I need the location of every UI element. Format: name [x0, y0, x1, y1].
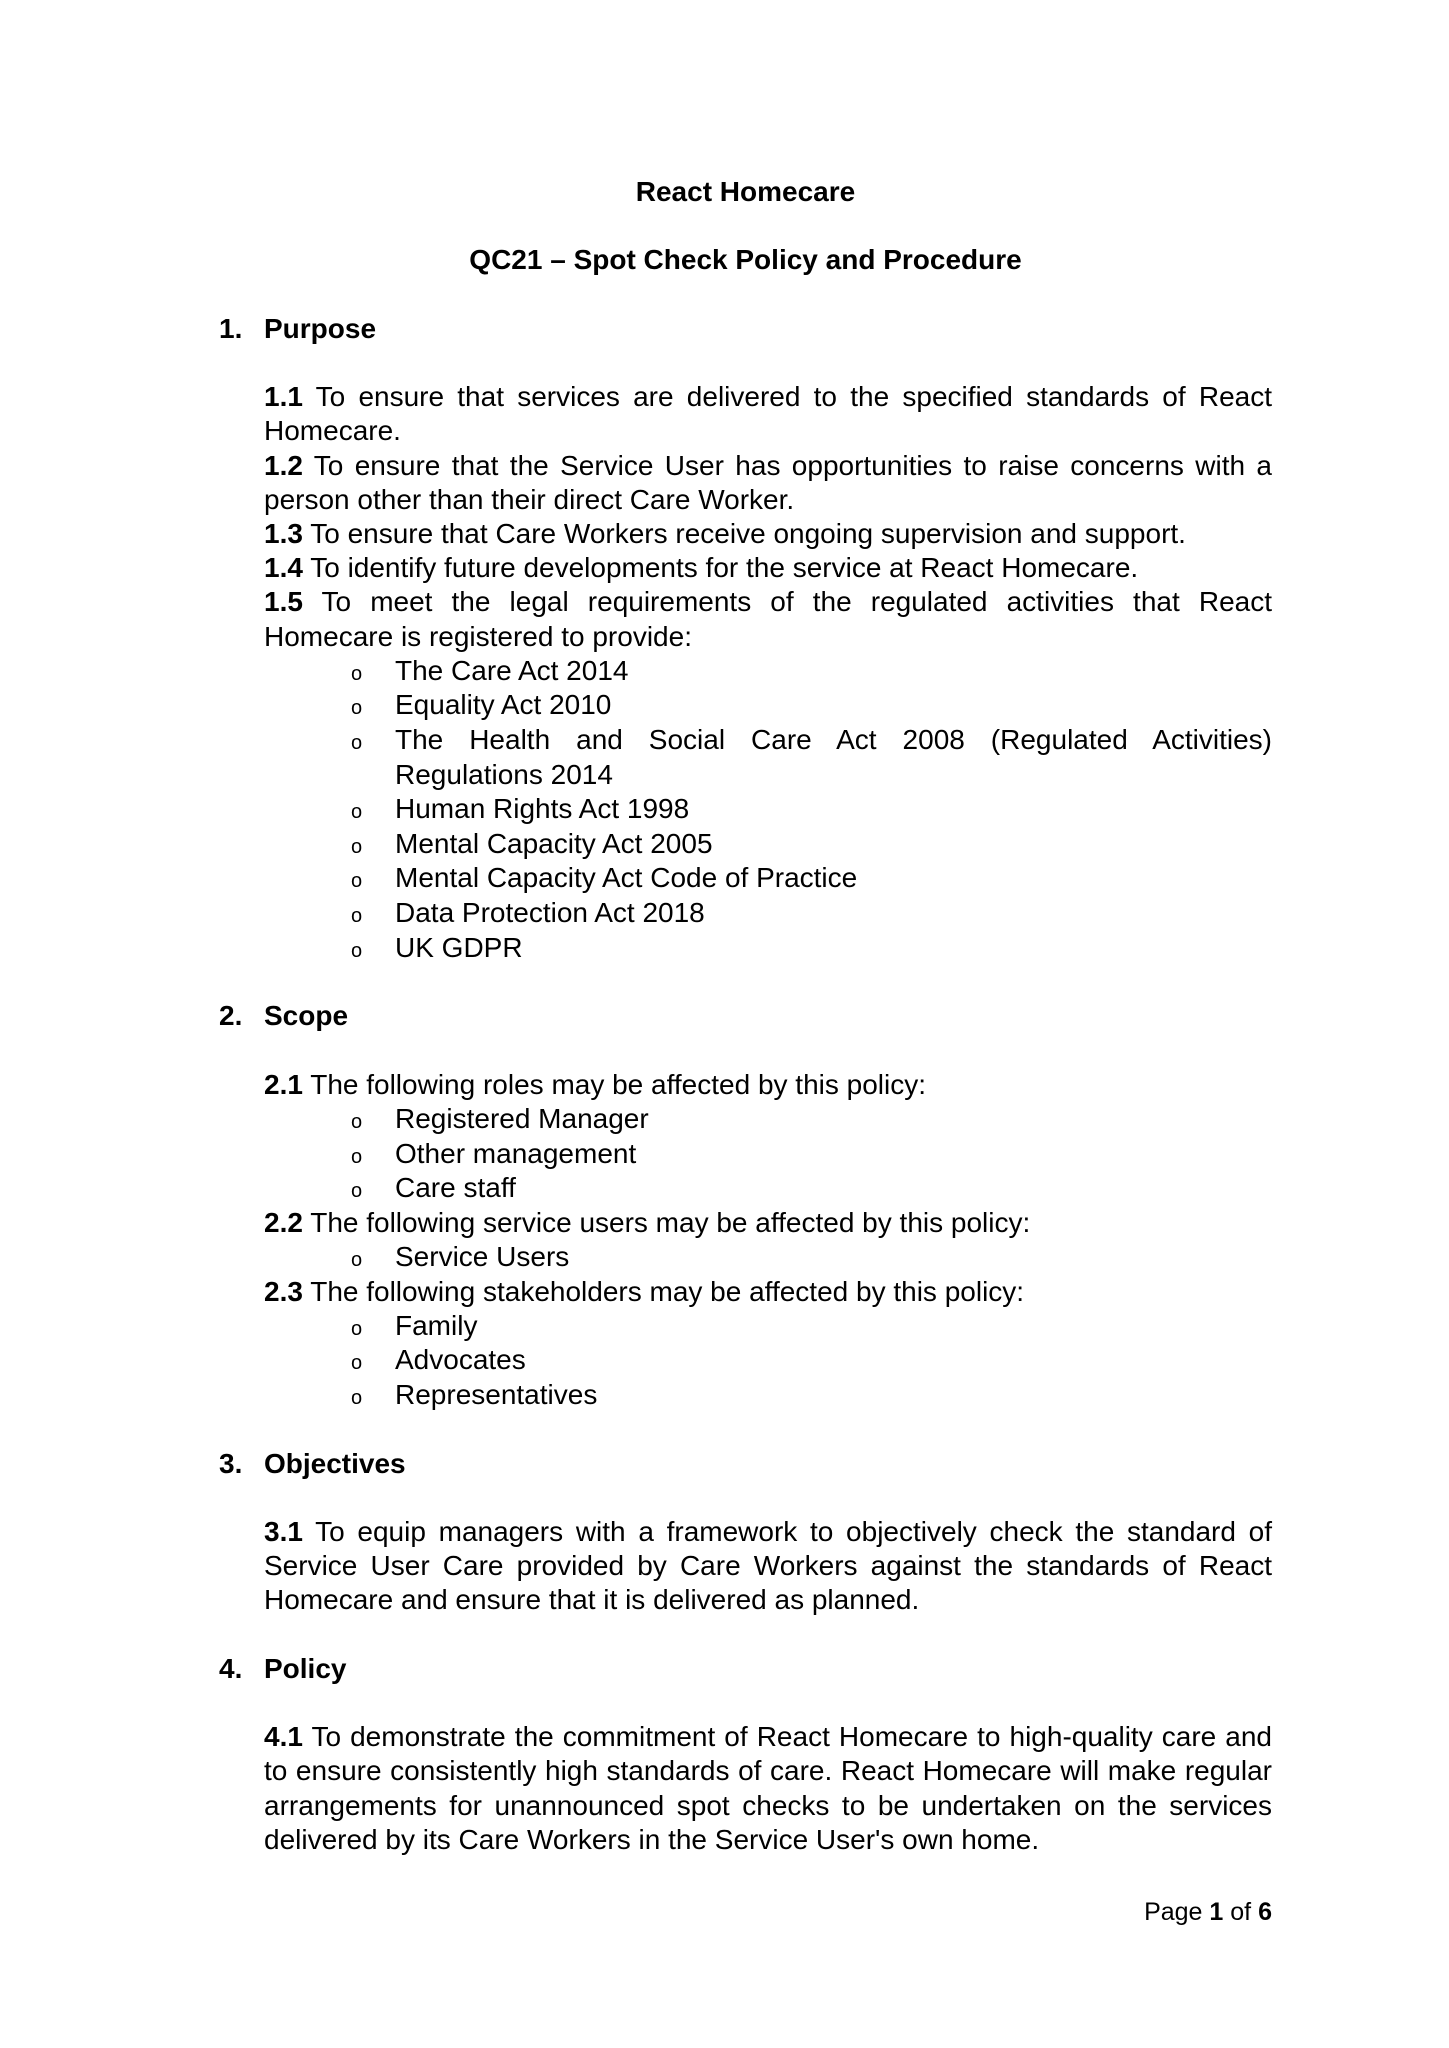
- list-item: [351, 931, 1272, 966]
- paragraph: [264, 380, 1272, 448]
- bullet-icon: o: [351, 1180, 363, 1203]
- bullet-icon: o: [351, 835, 363, 858]
- of-label: of: [1230, 1898, 1252, 1926]
- spacer: [219, 1481, 1272, 1515]
- paragraph: [264, 449, 1272, 517]
- section-number: 1.: [219, 312, 243, 344]
- section-body: [264, 1515, 1272, 1618]
- list-item: [351, 827, 1272, 862]
- bullet-icon: o: [351, 1317, 363, 1340]
- spacer: [219, 1034, 1272, 1068]
- spacer: [219, 1686, 1272, 1720]
- section-body: [264, 380, 1272, 965]
- list-item-text: Equality Act 2010: [395, 689, 612, 721]
- paragraph-number: 4.1: [264, 1721, 303, 1753]
- paragraph-number: 1.2: [264, 449, 303, 481]
- paragraph-number: 1.5: [264, 586, 303, 618]
- list-item: [351, 1171, 1272, 1206]
- list-item-text: Representatives: [395, 1378, 598, 1410]
- list-item: [351, 1343, 1272, 1378]
- paragraph-text: To equip managers with a framework to objectively check the standard of Service User Care provided by Care Workers against the standards of React Homecare and ensure that it is delivered as planned.: [264, 1516, 1272, 1616]
- section-number: 2.: [219, 1000, 243, 1032]
- paragraph: [264, 551, 1272, 585]
- paragraph-number: 2.1: [264, 1068, 303, 1100]
- list-item: [351, 792, 1272, 827]
- list-item: [351, 1309, 1272, 1344]
- list-item-text: Human Rights Act 1998: [395, 793, 690, 825]
- paragraph-number: 1.4: [264, 552, 303, 584]
- paragraph-number: 2.3: [264, 1275, 303, 1307]
- section-title: Policy: [264, 1652, 347, 1684]
- list-item-text: Registered Manager: [395, 1102, 649, 1134]
- section-title: Purpose: [264, 312, 377, 344]
- bullet-list: [351, 1240, 1272, 1275]
- paragraph-text: To ensure that Care Workers receive ongoing supervision and support.: [302, 517, 1186, 549]
- list-item: [351, 1137, 1272, 1172]
- paragraph-text: To identify future developments for the service at React Homecare.: [302, 552, 1139, 584]
- list-item-text: Mental Capacity Act Code of Practice: [395, 862, 858, 894]
- section-heading: [219, 1447, 1272, 1481]
- bullet-icon: o: [351, 1352, 363, 1375]
- list-item: [351, 1378, 1272, 1413]
- section-body: [264, 1068, 1272, 1413]
- section-objectives: [219, 1447, 1272, 1652]
- list-item-text: Mental Capacity Act 2005: [395, 827, 713, 859]
- section-title: Scope: [264, 1000, 349, 1032]
- paragraph: [264, 1515, 1272, 1618]
- section-policy: [219, 1652, 1272, 1857]
- paragraph-text: To demonstrate the commitment of React Homecare to high-quality care and to ensure consistently high standards of care. React Homecare will make regular arrangements for unannounced spot checks to be undertaken on the services delivered by its Care Workers in the Service User's own home.: [264, 1721, 1272, 1855]
- paragraph-text: To ensure that the Service User has opportunities to raise concerns with a person other than their direct Care Worker.: [264, 449, 1272, 515]
- bullet-icon: o: [351, 1110, 363, 1133]
- bullet-icon: o: [351, 870, 363, 893]
- paragraph-number: 1.3: [264, 517, 303, 549]
- spacer: [219, 346, 1272, 380]
- list-item-text: Data Protection Act 2018: [395, 896, 705, 928]
- page-label: Page: [1144, 1898, 1203, 1926]
- list-item-text: UK GDPR: [395, 931, 523, 963]
- bullet-icon: o: [351, 904, 363, 927]
- paragraph-number: 2.2: [264, 1206, 303, 1238]
- paragraph: [264, 1068, 1272, 1102]
- bullet-icon: o: [351, 1145, 363, 1168]
- bullet-icon: o: [351, 1248, 363, 1271]
- paragraph: [264, 1275, 1272, 1309]
- list-item-text: Family: [395, 1309, 478, 1341]
- bullet-icon: o: [351, 801, 363, 824]
- bullet-icon: o: [351, 697, 363, 720]
- bullet-icon: o: [351, 662, 363, 685]
- list-item: [351, 896, 1272, 931]
- list-item: [351, 1240, 1272, 1275]
- sections: [219, 312, 1272, 1857]
- paragraph-text: The following stakeholders may be affected by this policy:: [302, 1275, 1025, 1307]
- document-title: QC21 – Spot Check Policy and Procedure: [469, 244, 1022, 276]
- section-heading: [219, 999, 1272, 1033]
- paragraph-text: The following roles may be affected by this policy:: [302, 1068, 927, 1100]
- page-number: [1144, 1895, 1272, 1929]
- paragraph: [264, 517, 1272, 551]
- paragraph: [264, 1720, 1272, 1857]
- paragraph-number: 3.1: [264, 1516, 303, 1548]
- section-heading: [219, 1652, 1272, 1686]
- list-item: [351, 654, 1272, 689]
- section-title: Objectives: [264, 1447, 406, 1479]
- list-item: [351, 723, 1272, 792]
- spacer: [219, 1412, 1272, 1446]
- list-item-text: Advocates: [395, 1344, 526, 1376]
- bullet-list: [351, 654, 1272, 965]
- list-item-text: Care staff: [395, 1172, 516, 1204]
- bullet-icon: o: [351, 1386, 363, 1409]
- spacer: [219, 965, 1272, 999]
- section-number: 3.: [219, 1447, 243, 1479]
- paragraph: [264, 585, 1272, 653]
- section-number: 4.: [219, 1652, 243, 1684]
- paragraph-number: 1.1: [264, 381, 303, 413]
- current-page: 1: [1209, 1898, 1224, 1926]
- list-item-text: Other management: [395, 1137, 637, 1169]
- bullet-list: [351, 1102, 1272, 1206]
- bullet-icon: o: [351, 731, 363, 754]
- section-body: [264, 1720, 1272, 1857]
- section-purpose: [219, 312, 1272, 1000]
- list-item-text: Service Users: [395, 1240, 570, 1272]
- list-item-text: The Care Act 2014: [395, 654, 629, 686]
- bullet-list: [351, 1309, 1272, 1413]
- list-item-text: The Health and Social Care Act 2008 (Regulated Activities) Regulations 2014: [395, 723, 1272, 790]
- document-page: [219, 175, 1272, 1857]
- spacer: [219, 1618, 1272, 1652]
- list-item: [351, 861, 1272, 896]
- paragraph-text: To meet the legal requirements of the regulated activities that React Homecare is registered to provide:: [264, 586, 1272, 652]
- paragraph-text: The following service users may be affected by this policy:: [302, 1206, 1031, 1238]
- list-item: [351, 688, 1272, 723]
- total-pages: 6: [1258, 1898, 1272, 1926]
- list-item: [351, 1102, 1272, 1137]
- section-heading: [219, 312, 1272, 346]
- paragraph-text: To ensure that services are delivered to the specified standards of React Homecare.: [264, 381, 1272, 447]
- organization-name: React Homecare: [635, 176, 856, 207]
- section-scope: [219, 999, 1272, 1446]
- paragraph: [264, 1206, 1272, 1240]
- bullet-icon: o: [351, 939, 363, 962]
